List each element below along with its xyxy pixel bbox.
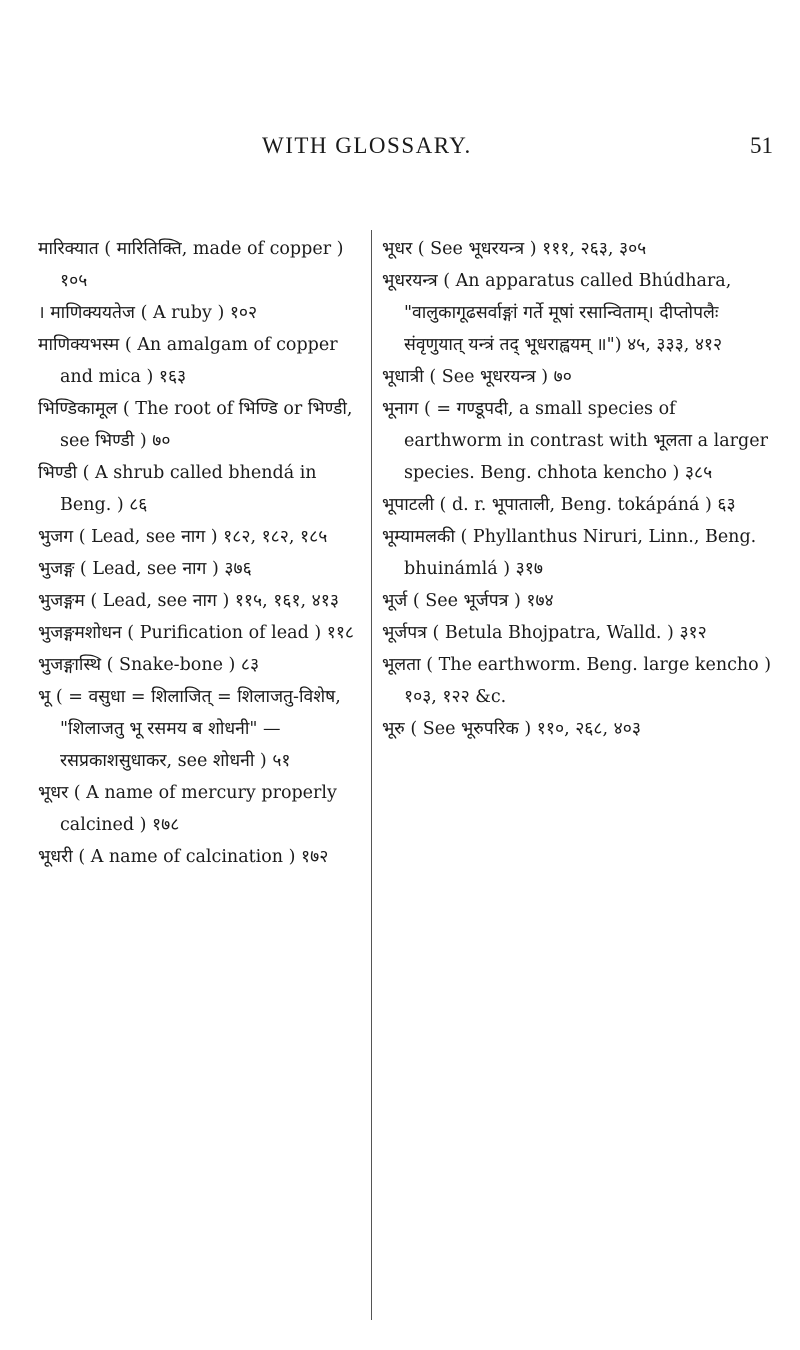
entry-text: भूधात्री ( See भूधरयन्त्र ) ७० [382, 367, 572, 387]
glossary-entry [382, 393, 777, 489]
entry-text: भूधर ( A name of mercury properly calcined ) १७८ [38, 783, 337, 835]
glossary-entry [38, 457, 363, 521]
glossary-entry [38, 617, 363, 649]
entry-text: भिण्डिकामूल ( The root of भिण्डि or भिण्डी, see भिण्डी ) ७० [38, 399, 353, 451]
glossary-entry [382, 585, 777, 617]
entry-text: भूर्ज ( See भूर्जपत्र ) १७४ [382, 591, 554, 611]
glossary-entry [382, 265, 777, 361]
entry-text: भुजङ्गमशोधन ( Purification of lead ) ११८ [38, 623, 355, 643]
glossary-entry [382, 233, 777, 265]
glossary-entry [382, 649, 777, 713]
glossary-entry [38, 521, 363, 553]
entry-text: माणिक्यभस्म ( An amalgam of copper and mica ) १६३ [38, 335, 338, 387]
entry-text: भूधरी ( A name of calcination ) १७२ [38, 847, 329, 867]
entry-text: भूधरयन्त्र ( An apparatus called Bhúdhara, "वालुकागूढसर्वाङ्गां गर्ते मूषां रसान्विताम्। दीप्तोपलैः संवृणुयात् यन्त्रं तद् भूधराह्वयम् ॥") ४५, ३३३, ४१२ [382, 271, 732, 355]
page-number: 51 [750, 133, 773, 158]
entry-text: भूलता ( The earthworm. Beng. large kencho ) १०३, १२२ &c. [382, 655, 772, 707]
entry-text: भुजग ( Lead, see नाग ) १८२, १८२, १८५ [38, 527, 328, 547]
entry-text: भूरु ( See भूरुपरिक ) ११०, २६८, ४०३ [382, 719, 641, 739]
glossary-entry [38, 681, 363, 777]
entry-text: भूर्जपत्र ( Betula Bhojpatra, Walld. ) ३१२ [382, 623, 707, 643]
glossary-entry [382, 617, 777, 649]
column-divider [371, 230, 372, 1320]
entry-text: भूपाटली ( d. r. भूपाताली, Beng. tokápáná ) ६३ [382, 495, 736, 515]
entry-text: भुजङ्गम ( Lead, see नाग ) ११५, १६१, ४१३ [38, 591, 339, 611]
glossary-entry [382, 361, 777, 393]
right-column [382, 233, 777, 745]
entry-text: भूधर ( See भूधरयन्त्र ) १११, २६३, ३०५ [382, 239, 647, 259]
entry-text: भिण्डी ( A shrub called bhendá in Beng. ) ८६ [38, 463, 317, 515]
glossary-entry [38, 841, 363, 873]
entry-text: भुजङ्ग ( Lead, see नाग ) ३७६ [38, 559, 252, 579]
glossary-entry [38, 553, 363, 585]
left-column [38, 233, 363, 873]
running-head: WITH GLOSSARY. [262, 133, 472, 158]
glossary-entry [38, 297, 363, 329]
glossary-entry [38, 585, 363, 617]
entry-text: भू ( = वसुधा = शिलाजित् = शिलाजतु-विशेष, "शिलाजतु भू रसमय ब शोधनी" — रसप्रकाशसुधाकर, see शोधनी ) ५१ [38, 687, 341, 771]
page-header [0, 133, 800, 163]
glossary-entry [38, 329, 363, 393]
entry-text: मारिक्यात ( मारितिक्ति, made of copper ) १०५ [38, 239, 344, 291]
glossary-entry [38, 233, 363, 297]
glossary-entry [382, 521, 777, 585]
entry-text: भुजङ्गास्थि ( Snake-bone ) ८३ [38, 655, 260, 675]
glossary-entry [38, 777, 363, 841]
glossary-entry [382, 713, 777, 745]
entry-text: भूम्यामलकी ( Phyllanthus Niruri, Linn., Beng. bhuinámlá ) ३१७ [382, 527, 757, 579]
glossary-entry [38, 393, 363, 457]
entry-text: । माणिक्ययतेज ( A ruby ) १०२ [38, 303, 258, 323]
glossary-entry [382, 489, 777, 521]
entry-text: भूनाग ( = गण्डूपदी, a small species of earthworm in contrast with भूलता a larger species. Beng. chhota kencho ) ३८५ [382, 399, 768, 483]
glossary-entry [38, 649, 363, 681]
